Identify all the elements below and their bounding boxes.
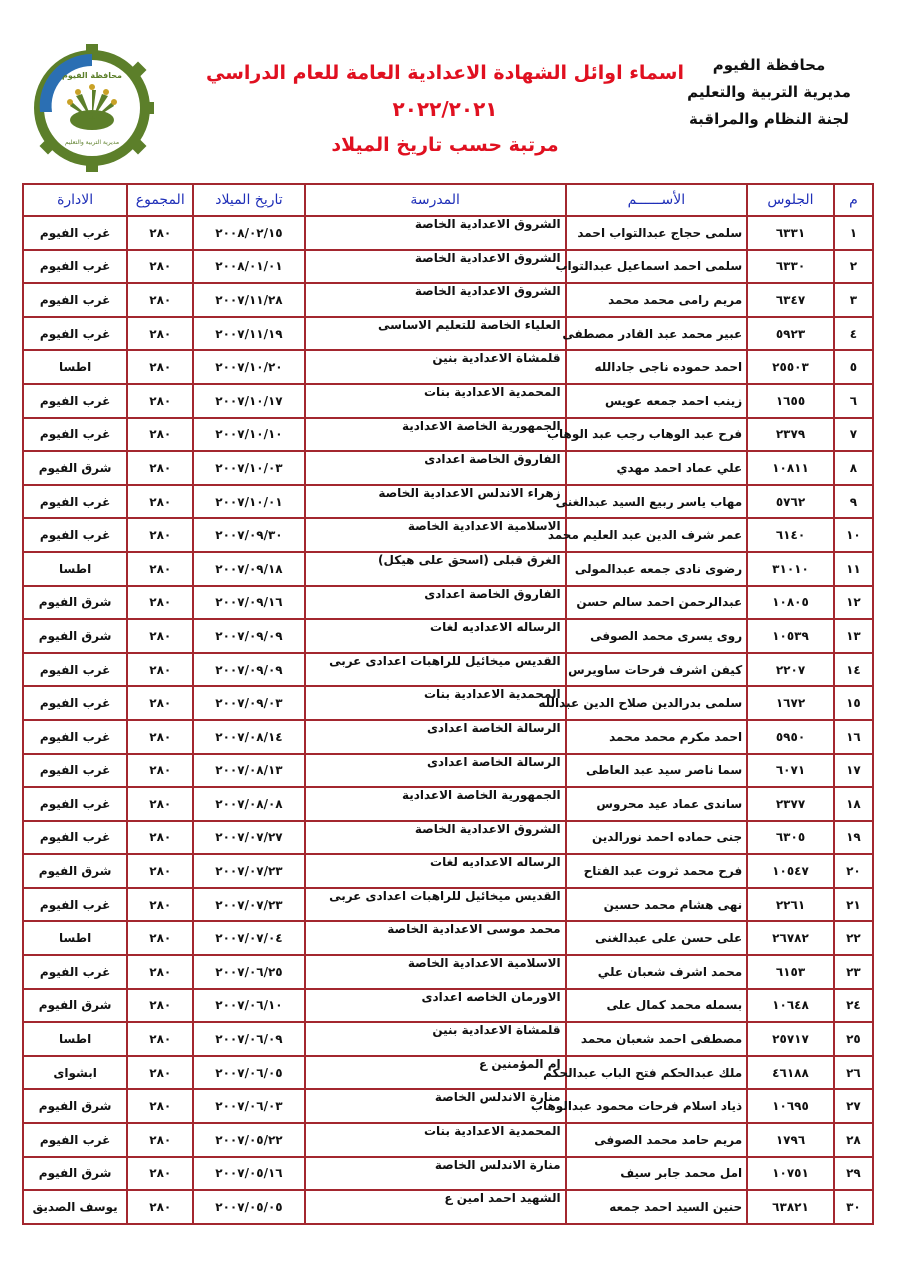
table-row <box>23 888 873 922</box>
row-index: ٢٩ <box>834 1157 873 1191</box>
table-row <box>23 921 873 955</box>
document-title <box>200 55 690 163</box>
birth-date: ٢٠٠٧/٠٦/٠٣ <box>193 1089 304 1123</box>
total-score: ٢٨٠ <box>127 619 193 653</box>
row-index: ٧ <box>834 418 873 452</box>
total-score: ٢٨٠ <box>127 1022 193 1056</box>
total-score: ٢٨٠ <box>127 250 193 284</box>
school-name: الاسلامية الاعدادية الخاصة <box>305 955 566 989</box>
birth-date: ٢٠٠٧/٠٥/١٦ <box>193 1157 304 1191</box>
total-score: ٢٨٠ <box>127 216 193 250</box>
total-score: ٢٨٠ <box>127 821 193 855</box>
total-score: ٢٨٠ <box>127 317 193 351</box>
student-name: ساندى عماد عيد محروس <box>566 787 748 821</box>
administration: غرب الفيوم <box>23 787 127 821</box>
seat-number: ٦٠٧١ <box>747 754 834 788</box>
student-name: مريم حامد محمد الصوفى <box>566 1123 748 1157</box>
table-row <box>23 485 873 519</box>
row-index: ٣ <box>834 283 873 317</box>
administration: غرب الفيوم <box>23 283 127 317</box>
seat-number: ٥٩٢٣ <box>747 317 834 351</box>
total-score: ٢٨٠ <box>127 787 193 821</box>
committee-name: لجنة النظام والمراقبة <box>689 110 849 128</box>
table-row <box>23 350 873 384</box>
total-score: ٢٨٠ <box>127 686 193 720</box>
birth-date: ٢٠٠٧/١١/١٩ <box>193 317 304 351</box>
administration: شرق الفيوم <box>23 854 127 888</box>
administration: اطسا <box>23 921 127 955</box>
seat-number: ١٦٧٢ <box>747 686 834 720</box>
student-name: ذياد اسلام فرحات محمود عبدالوهاب <box>566 1089 748 1123</box>
birth-date: ٢٠٠٧/١٠/٠٣ <box>193 451 304 485</box>
school-name: زهراء الاندلس الاعدادية الخاصة <box>305 485 566 519</box>
administration: شرق الفيوم <box>23 586 127 620</box>
school-name: الشهيد احمد امين ع <box>305 1190 566 1224</box>
table-header-row <box>23 184 873 216</box>
row-index: ٨ <box>834 451 873 485</box>
student-name: مهاب ياسر ربيع السيد عبدالغنى <box>566 485 748 519</box>
table-row <box>23 586 873 620</box>
school-name: المحمدية الاعدادية بنات <box>305 1123 566 1157</box>
administration: ابشواى <box>23 1056 127 1090</box>
total-score: ٢٨٠ <box>127 1190 193 1224</box>
table-row <box>23 653 873 687</box>
school-name: المحمدية الاعدادية بنات <box>305 384 566 418</box>
birth-date: ٢٠٠٧/٠٩/٠٩ <box>193 619 304 653</box>
table-row <box>23 1056 873 1090</box>
total-score: ٢٨٠ <box>127 1089 193 1123</box>
seat-number: ١٠٦٤٨ <box>747 989 834 1023</box>
administration: غرب الفيوم <box>23 250 127 284</box>
birth-date: ٢٠٠٧/٠٥/٠٥ <box>193 1190 304 1224</box>
table-row <box>23 1157 873 1191</box>
birth-date: ٢٠٠٧/٠٨/١٣ <box>193 754 304 788</box>
total-score: ٢٨٠ <box>127 854 193 888</box>
row-index: ٢٨ <box>834 1123 873 1157</box>
school-name: قلمشاة الاعدادية بنين <box>305 350 566 384</box>
document-header <box>0 0 904 180</box>
total-score: ٢٨٠ <box>127 921 193 955</box>
table-row <box>23 1089 873 1123</box>
school-name: الرساله الاعداديه لغات <box>305 854 566 888</box>
row-index: ٩ <box>834 485 873 519</box>
table-row <box>23 754 873 788</box>
table-row <box>23 720 873 754</box>
seat-number: ٦٣٣٠ <box>747 250 834 284</box>
student-name: جنى حماده احمد نورالدين <box>566 821 748 855</box>
student-name: فرح محمد ثروت عبد الفتاح <box>566 854 748 888</box>
administration: شرق الفيوم <box>23 619 127 653</box>
seat-number: ١٦٥٥ <box>747 384 834 418</box>
student-name: رضوى نادى جمعه عبدالمولى <box>566 552 748 586</box>
school-name: الرسالة الخاصة اعدادى <box>305 720 566 754</box>
birth-date: ٢٠٠٧/٠٧/٢٣ <box>193 888 304 922</box>
row-index: ٢٦ <box>834 1056 873 1090</box>
seat-number: ٢٥٧١٧ <box>747 1022 834 1056</box>
school-name: الشروق الاعدادية الخاصة <box>305 250 566 284</box>
seat-number: ١٠٦٩٥ <box>747 1089 834 1123</box>
school-name: منارة الاندلس الخاصة <box>305 1157 566 1191</box>
row-index: ١٨ <box>834 787 873 821</box>
seat-number: ١٠٨٠٥ <box>747 586 834 620</box>
table-row <box>23 854 873 888</box>
total-score: ٢٨٠ <box>127 754 193 788</box>
administration: شرق الفيوم <box>23 451 127 485</box>
student-name: سلمى حجاج عبدالتواب احمد <box>566 216 748 250</box>
seat-number: ٢٣٧٩ <box>747 418 834 452</box>
seat-number: ٦٣٣١ <box>747 216 834 250</box>
student-name: مصطفى احمد شعبان محمد <box>566 1022 748 1056</box>
row-index: ١ <box>834 216 873 250</box>
school-name: الرساله الاعداديه لغات <box>305 619 566 653</box>
birth-date: ٢٠٠٧/٠٩/١٨ <box>193 552 304 586</box>
administration: غرب الفيوم <box>23 754 127 788</box>
student-name: امل محمد جابر سيف <box>566 1157 748 1191</box>
row-index: ٤ <box>834 317 873 351</box>
administration: غرب الفيوم <box>23 485 127 519</box>
school-name: المحمدية الاعدادية بنات <box>305 686 566 720</box>
student-name: زينب احمد جمعه عويس <box>566 384 748 418</box>
row-index: ٢ <box>834 250 873 284</box>
school-name: الاورمان الخاصه اعدادى <box>305 989 566 1023</box>
row-index: ٢٤ <box>834 989 873 1023</box>
table-row <box>23 787 873 821</box>
row-index: ٢٣ <box>834 955 873 989</box>
table-row <box>23 1022 873 1056</box>
seat-number: ١٠٥٤٧ <box>747 854 834 888</box>
row-index: ١٤ <box>834 653 873 687</box>
row-index: ١١ <box>834 552 873 586</box>
table-row <box>23 283 873 317</box>
title-year: ٢٠٢٢/٢٠٢١ <box>392 97 498 121</box>
total-score: ٢٨٠ <box>127 1056 193 1090</box>
birth-date: ٢٠٠٨/٠١/٠١ <box>193 250 304 284</box>
student-name: روى يسرى محمد الصوفى <box>566 619 748 653</box>
row-index: ٣٠ <box>834 1190 873 1224</box>
row-index: ١٥ <box>834 686 873 720</box>
table-row <box>23 1123 873 1157</box>
row-index: ٢٢ <box>834 921 873 955</box>
seat-number: ٦٣٨٢١ <box>747 1190 834 1224</box>
svg-text:مديرية التربية والتعليم: مديرية التربية والتعليم <box>64 139 120 146</box>
svg-text:محافظة الفيوم: محافظة الفيوم <box>61 71 123 80</box>
governorate-name: محافظة الفيوم <box>712 56 826 74</box>
seat-number: ٦٣٠٥ <box>747 821 834 855</box>
school-name: الفاروق الخاصة اعدادى <box>305 451 566 485</box>
seat-number: ٢٣٧٧ <box>747 787 834 821</box>
row-index: ٢٠ <box>834 854 873 888</box>
school-name: القديس ميخائيل للراهبات اعدادى عربى <box>305 888 566 922</box>
column-header-school: المدرسة <box>305 184 566 216</box>
total-score: ٢٨٠ <box>127 418 193 452</box>
birth-date: ٢٠٠٧/١٠/١٧ <box>193 384 304 418</box>
table-row <box>23 686 873 720</box>
administration: يوسف الصديق <box>23 1190 127 1224</box>
student-name: سلمى احمد اسماعيل عبدالتواب <box>566 250 748 284</box>
student-name: محمد اشرف شعبان علي <box>566 955 748 989</box>
birth-date: ٢٠٠٧/٠٩/٣٠ <box>193 518 304 552</box>
administration: غرب الفيوم <box>23 216 127 250</box>
birth-date: ٢٠٠٨/٠٢/١٥ <box>193 216 304 250</box>
total-score: ٢٨٠ <box>127 283 193 317</box>
school-name: ام المؤمنين ع <box>305 1056 566 1090</box>
table-row <box>23 955 873 989</box>
student-name: عمر شرف الدين عبد العليم محمد <box>566 518 748 552</box>
administration: غرب الفيوم <box>23 720 127 754</box>
row-index: ٥ <box>834 350 873 384</box>
table-body <box>23 216 873 1224</box>
table-row <box>23 821 873 855</box>
school-name: الفاروق الخاصة اعدادى <box>305 586 566 620</box>
school-name: الشروق الاعدادية الخاصة <box>305 216 566 250</box>
directorate-logo <box>20 42 160 172</box>
administration: غرب الفيوم <box>23 821 127 855</box>
administration: غرب الفيوم <box>23 888 127 922</box>
administration: اطسا <box>23 350 127 384</box>
row-index: ١٧ <box>834 754 873 788</box>
administration: شرق الفيوم <box>23 1157 127 1191</box>
student-name: سما ناصر سيد عبد العاطى <box>566 754 748 788</box>
total-score: ٢٨٠ <box>127 653 193 687</box>
total-score: ٢٨٠ <box>127 720 193 754</box>
row-index: ١٢ <box>834 586 873 620</box>
birth-date: ٢٠٠٧/١١/٢٨ <box>193 283 304 317</box>
student-name: على حسن على عبدالغنى <box>566 921 748 955</box>
birth-date: ٢٠٠٧/٠٧/٢٣ <box>193 854 304 888</box>
seat-number: ٦١٥٣ <box>747 955 834 989</box>
administration: شرق الفيوم <box>23 989 127 1023</box>
administration: غرب الفيوم <box>23 653 127 687</box>
school-name: الشروق الاعدادية الخاصة <box>305 283 566 317</box>
table-row <box>23 418 873 452</box>
administration: غرب الفيوم <box>23 955 127 989</box>
column-header-seat-number: الجلوس <box>747 184 834 216</box>
student-name: فرح عبد الوهاب رجب عبد الوهاب <box>566 418 748 452</box>
total-score: ٢٨٠ <box>127 518 193 552</box>
student-name: عبدالرحمن احمد سالم حسن <box>566 586 748 620</box>
title-main: اسماء اوائل الشهادة الاعدادية العامة للعام الدراسي <box>205 62 684 84</box>
birth-date: ٢٠٠٧/٠٦/٢٥ <box>193 955 304 989</box>
student-name: ملك عبدالحكم فتح الباب عبدالحكم <box>566 1056 748 1090</box>
administration: غرب الفيوم <box>23 418 127 452</box>
column-header-name: الأســــــم <box>566 184 748 216</box>
administration: غرب الفيوم <box>23 317 127 351</box>
administration: غرب الفيوم <box>23 686 127 720</box>
student-name: احمد مكرم محمد محمد <box>566 720 748 754</box>
total-score: ٢٨٠ <box>127 350 193 384</box>
seat-number: ٤٦١٨٨ <box>747 1056 834 1090</box>
seat-number: ١٧٩٦ <box>747 1123 834 1157</box>
student-name: حنين السيد احمد جمعه <box>566 1190 748 1224</box>
birth-date: ٢٠٠٧/١٠/٠١ <box>193 485 304 519</box>
school-name: الجمهورية الخاصة الاعدادية <box>305 787 566 821</box>
student-name: نهى هشام محمد حسين <box>566 888 748 922</box>
seat-number: ٢٢٦١ <box>747 888 834 922</box>
table-row <box>23 384 873 418</box>
seat-number: ٢٦٧٨٢ <box>747 921 834 955</box>
total-score: ٢٨٠ <box>127 552 193 586</box>
school-name: الجمهورية الخاصة الاعدادية <box>305 418 566 452</box>
title-sort-note: مرتبة حسب تاريخ الميلاد <box>331 134 559 156</box>
school-name: الشروق الاعدادية الخاصة <box>305 821 566 855</box>
total-score: ٢٨٠ <box>127 955 193 989</box>
row-index: ١٦ <box>834 720 873 754</box>
seat-number: ٦٣٤٧ <box>747 283 834 317</box>
row-index: ٢٥ <box>834 1022 873 1056</box>
table-row <box>23 216 873 250</box>
total-score: ٢٨٠ <box>127 1157 193 1191</box>
table-row <box>23 552 873 586</box>
directorate-name: مديرية التربية والتعليم <box>687 83 851 101</box>
seat-number: ١٠٥٣٩ <box>747 619 834 653</box>
administration: اطسا <box>23 1022 127 1056</box>
birth-date: ٢٠٠٧/٠٦/١٠ <box>193 989 304 1023</box>
school-name: العلياء الخاصة للتعليم الاساسى <box>305 317 566 351</box>
table-row <box>23 1190 873 1224</box>
column-header-total: المجموع <box>127 184 193 216</box>
student-name: سلمى بدرالدين صلاح الدين عبدالله <box>566 686 748 720</box>
administration: غرب الفيوم <box>23 384 127 418</box>
student-name: بسمله محمد كمال على <box>566 989 748 1023</box>
table-row <box>23 619 873 653</box>
seat-number: ٢٢٠٧ <box>747 653 834 687</box>
student-name: مريم رامى محمد محمد <box>566 283 748 317</box>
authority-block <box>674 52 864 133</box>
gear-logo-icon <box>20 42 160 172</box>
birth-date: ٢٠٠٧/١٠/٢٠ <box>193 350 304 384</box>
seat-number: ٥٧٦٢ <box>747 485 834 519</box>
column-header-birth-date: تاريخ الميلاد <box>193 184 304 216</box>
birth-date: ٢٠٠٧/٠٧/٢٧ <box>193 821 304 855</box>
school-name: محمد موسى الاعدادية الخاصة <box>305 921 566 955</box>
table-row <box>23 250 873 284</box>
table-row <box>23 989 873 1023</box>
top-students-table <box>22 183 874 1225</box>
table-row <box>23 317 873 351</box>
seat-number: ١٠٨١١ <box>747 451 834 485</box>
school-name: الاسلامية الاعدادية الخاصة <box>305 518 566 552</box>
administration: اطسا <box>23 552 127 586</box>
row-index: ١٩ <box>834 821 873 855</box>
seat-number: ٥٩٥٠ <box>747 720 834 754</box>
administration: غرب الفيوم <box>23 518 127 552</box>
table-row <box>23 451 873 485</box>
seat-number: ٢٥٥٠٣ <box>747 350 834 384</box>
row-index: ١٣ <box>834 619 873 653</box>
administration: شرق الفيوم <box>23 1089 127 1123</box>
school-name: الرسالة الخاصة اعدادى <box>305 754 566 788</box>
table-row <box>23 518 873 552</box>
birth-date: ٢٠٠٧/١٠/١٠ <box>193 418 304 452</box>
row-index: ١٠ <box>834 518 873 552</box>
student-name: احمد حموده ناجى جادالله <box>566 350 748 384</box>
birth-date: ٢٠٠٧/٠٦/٠٩ <box>193 1022 304 1056</box>
total-score: ٢٨٠ <box>127 451 193 485</box>
seat-number: ٦١٤٠ <box>747 518 834 552</box>
seat-number: ١٠٧٥١ <box>747 1157 834 1191</box>
total-score: ٢٨٠ <box>127 485 193 519</box>
student-name: علي عماد احمد مهدي <box>566 451 748 485</box>
administration: غرب الفيوم <box>23 1123 127 1157</box>
row-index: ٢٧ <box>834 1089 873 1123</box>
total-score: ٢٨٠ <box>127 384 193 418</box>
row-index: ٦ <box>834 384 873 418</box>
total-score: ٢٨٠ <box>127 888 193 922</box>
row-index: ٢١ <box>834 888 873 922</box>
birth-date: ٢٠٠٧/٠٩/٠٩ <box>193 653 304 687</box>
birth-date: ٢٠٠٧/٠٦/٠٥ <box>193 1056 304 1090</box>
birth-date: ٢٠٠٧/٠٥/٢٢ <box>193 1123 304 1157</box>
total-score: ٢٨٠ <box>127 1123 193 1157</box>
school-name: الغرق قبلى (اسحق على هيكل) <box>305 552 566 586</box>
birth-date: ٢٠٠٧/٠٩/١٦ <box>193 586 304 620</box>
school-name: قلمشاة الاعدادية بنين <box>305 1022 566 1056</box>
total-score: ٢٨٠ <box>127 989 193 1023</box>
birth-date: ٢٠٠٧/٠٩/٠٣ <box>193 686 304 720</box>
total-score: ٢٨٠ <box>127 586 193 620</box>
birth-date: ٢٠٠٧/٠٨/٠٨ <box>193 787 304 821</box>
column-header-index: م <box>834 184 873 216</box>
student-name: عبير محمد عبد القادر مصطفى <box>566 317 748 351</box>
birth-date: ٢٠٠٧/٠٨/١٤ <box>193 720 304 754</box>
school-name: منارة الاندلس الخاصة <box>305 1089 566 1123</box>
column-header-administration: الادارة <box>23 184 127 216</box>
birth-date: ٢٠٠٧/٠٧/٠٤ <box>193 921 304 955</box>
seat-number: ٣١٠١٠ <box>747 552 834 586</box>
student-name: كيفن اشرف فرحات ساويرس <box>566 653 748 687</box>
school-name: القديس ميخائيل للراهبات اعدادى عربى <box>305 653 566 687</box>
